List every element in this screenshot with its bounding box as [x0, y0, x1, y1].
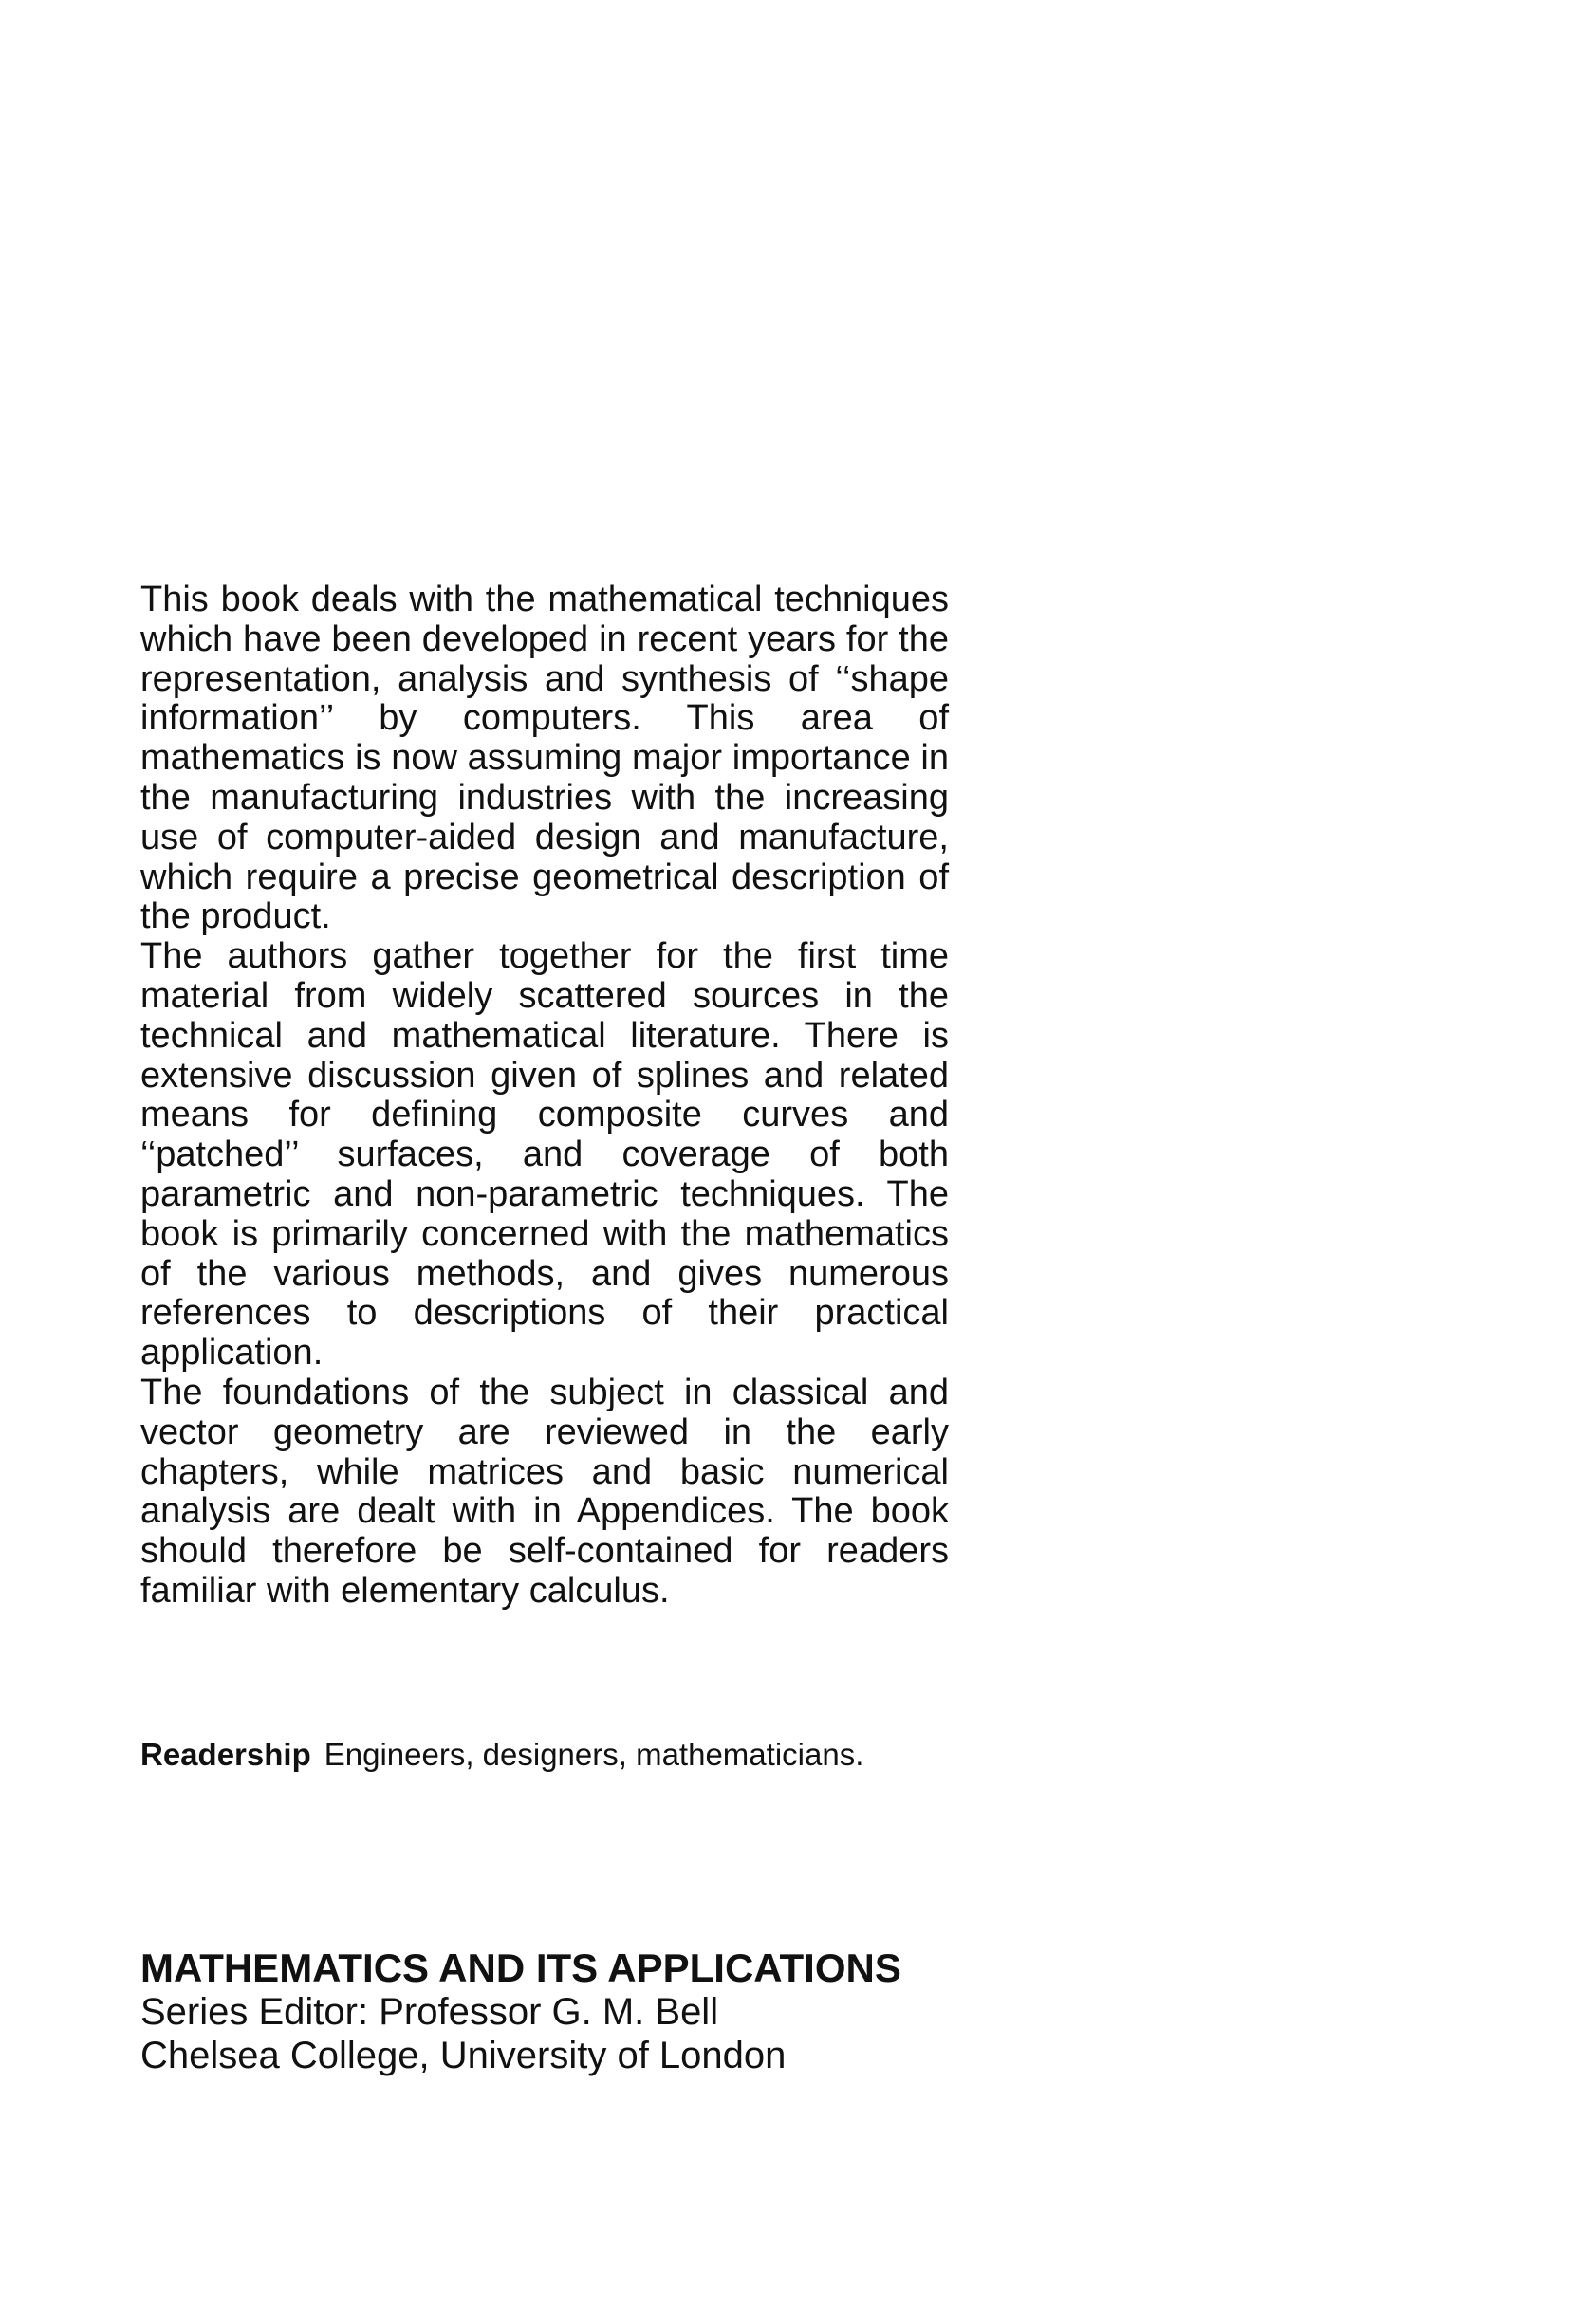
description-paragraph-2: The authors gather together for the first time material from widely scattered sources in the technical and mathematical literature. There is extensive discussion given of splines and related means for defining composite curves and ‘‘patched’’ surfaces, and coverage of both parametric and non-parametric techniques. The book is primarily concerned with the mathematics of the various methods, and gives numerous references to descriptions of their practical application.	[140, 936, 949, 1374]
series-affiliation: Chelsea College, University of London	[140, 2035, 787, 2076]
description-paragraph-1: This book deals with the mathematical techniques which have been developed in recent years for the representation, analysis and synthesis of ‘‘shape information’’ by computers. This area of mathematics is now assuming major importance in the manufacturing industries with the increasing use of computer-aided design and manufacture, which require a precise geometrical description of the product.	[140, 580, 949, 937]
series-title: MATHEMATICS AND ITS APPLICATIONS	[140, 1946, 901, 1990]
description-paragraph-3: The foundations of the subject in classical and vector geometry are reviewed in the early chapters, while matrices and basic numerical analysis are dealt with in Appendices. The book should therefore be self-contained for readers familiar with elementary calculus.	[140, 1372, 949, 1611]
readership-label: Readership	[140, 1737, 311, 1772]
series-editor: Series Editor: Professor G. M. Bell	[140, 1991, 719, 2033]
readership-value: Engineers, designers, mathematicians.	[324, 1737, 864, 1772]
book-description	[140, 581, 949, 1612]
series-block	[140, 1946, 1184, 2077]
readership-line	[140, 1736, 863, 1774]
